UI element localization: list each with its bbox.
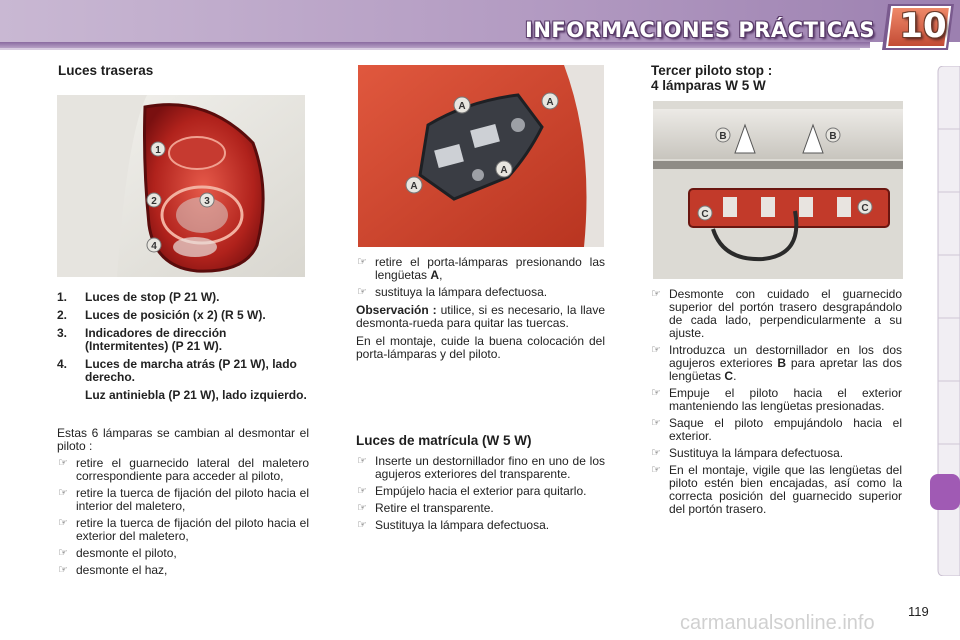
- list-item: ☞ Retire el transparente.: [357, 501, 494, 515]
- list-item: ☞ retire la tuerca de fijación del piloto hacia el exterior del maletero,: [58, 516, 309, 543]
- bullet-icon: ☞: [357, 485, 367, 497]
- callout-a: A: [500, 165, 508, 176]
- list-item: ☞ retire la tuerca de fijación del piloto hacia el interior del maletero,: [58, 486, 309, 513]
- bullet-icon: ☞: [651, 447, 661, 459]
- bullet-icon: ☞: [651, 417, 661, 429]
- callout-a-4-marker: [496, 161, 512, 177]
- callout-1-marker: [151, 142, 165, 156]
- third-stop-photo: [653, 101, 903, 279]
- intro-text: Estas 6 lámparas se cambian al desmontar el piloto :: [57, 426, 309, 453]
- chapter-number: 10: [899, 6, 947, 46]
- list-item: ☞ Empuje el piloto hacia el exterior manteniendo las lengüetas presionadas.: [651, 386, 902, 413]
- callout-c-2-marker: [858, 200, 872, 214]
- list-item: ☞ retire el porta-lámparas presionando las lengüetas A,: [357, 255, 605, 282]
- callout-a: A: [410, 181, 418, 192]
- third-stop-illustration: [653, 101, 903, 279]
- side-tabs: [930, 66, 960, 576]
- callout-b-1-marker: [716, 128, 730, 142]
- bullet-icon: ☞: [357, 455, 367, 467]
- lamp-holder-steps: [356, 256, 605, 361]
- list-item: 1. Luces de stop (P 21 W).: [57, 290, 220, 304]
- callout-a: A: [546, 97, 554, 108]
- list-item: ☞ retire el guarnecido lateral del maletero correspondiente para acceder al piloto,: [58, 456, 309, 483]
- plate-lights-steps: [356, 455, 605, 536]
- bullet-icon: ☞: [58, 457, 68, 469]
- callout-1: 1: [155, 145, 161, 156]
- list-item: ☞ Inserte un destornillador fino en uno de los agujeros exteriores del transparente.: [357, 454, 605, 481]
- watermark: carmanualsonline.info: [680, 612, 875, 634]
- callout-c: C: [861, 203, 869, 214]
- list-item: ☞ Desmonte con cuidado el guarnecido superior del portón trasero desgrapándolo de cada lado, perpendicularmente a su ajuste.: [651, 287, 902, 340]
- bullet-icon: ☞: [58, 547, 68, 559]
- callout-c: C: [701, 209, 709, 220]
- callout-2-marker: [147, 193, 161, 207]
- bullet-icon: ☞: [357, 256, 367, 268]
- callout-2: 2: [151, 196, 157, 207]
- list-item: ☞ Sustituya la lámpara defectuosa.: [357, 518, 550, 532]
- callout-b: B: [829, 131, 837, 142]
- callout-b: B: [719, 131, 727, 142]
- lamp-holder-photo: [358, 65, 604, 247]
- list-item: ☞ Saque el piloto empujándolo hacia el exterior.: [651, 416, 902, 443]
- rear-light-photo: [57, 95, 305, 277]
- callout-a: A: [458, 101, 466, 112]
- callout-a-2-marker: [542, 93, 558, 109]
- bullet-icon: ☞: [58, 564, 68, 576]
- callout-c-1-marker: [698, 206, 712, 220]
- bullet-icon: ☞: [651, 344, 661, 356]
- rear-lights-list: [57, 291, 309, 407]
- list-item: ☞ Empújelo hacia el exterior para quitarlo.: [357, 484, 587, 498]
- bullet-icon: ☞: [58, 517, 68, 529]
- lamp-holder-illustration: [358, 65, 604, 247]
- bullet-icon: ☞: [651, 387, 661, 399]
- bullet-icon: ☞: [651, 288, 661, 300]
- list-item: ☞ sustituya la lámpara defectuosa.: [357, 285, 548, 299]
- side-tab-strip: [930, 66, 960, 576]
- list-item: 4. Luces de marcha atrás (P 21 W), lado derecho. Luz antiniebla (P 21 W), lado izquierdo.: [57, 357, 307, 402]
- page-number: 119: [908, 604, 929, 619]
- callout-4: 4: [151, 241, 157, 252]
- bullet-icon: ☞: [651, 464, 661, 476]
- callout-3: 3: [204, 196, 210, 207]
- bullet-icon: ☞: [58, 487, 68, 499]
- list-item: ☞ En el montaje, vigile que las lengüetas del piloto estén bien encajadas, así como la correcta posición del guarnecido superior del portón trasero.: [651, 463, 902, 516]
- list-item: 2. Luces de posición (x 2) (R 5 W).: [57, 308, 266, 322]
- callout-3-marker: [200, 193, 214, 207]
- bullet-icon: ☞: [357, 286, 367, 298]
- rear-light-illustration: [57, 95, 305, 277]
- list-item: ☞ desmonte el piloto,: [58, 546, 177, 560]
- assembly-text: En el montaje, cuide la buena colocación del porta-lámparas y del piloto.: [356, 334, 605, 361]
- callout-a-1-marker: [454, 97, 470, 113]
- bullet-icon: ☞: [357, 502, 367, 514]
- page-title: INFORMACIONES PRÁCTICAS: [525, 18, 875, 42]
- callout-a-3-marker: [406, 177, 422, 193]
- list-item: ☞ Sustituya la lámpara defectuosa.: [651, 446, 844, 460]
- third-stop-steps: [650, 288, 902, 520]
- page-header: [0, 0, 960, 56]
- callout-b-2-marker: [826, 128, 840, 142]
- bullet-icon: ☞: [357, 519, 367, 531]
- section-title-third-stop: Tercer piloto stop : 4 lámparas W 5 W: [651, 63, 773, 93]
- section-title-plate-lights: Luces de matrícula (W 5 W): [356, 433, 532, 448]
- note-text: Observación : utilice, si es necesario, la llave desmonta-rueda para quitar las tuercas.: [356, 303, 605, 330]
- list-item: ☞ desmonte el haz,: [58, 563, 168, 577]
- list-item: ☞ Introduzca un destornillador en los dos agujeros exteriores B para apretar las dos lengüetas C.: [651, 343, 903, 383]
- callout-4-marker: [147, 238, 161, 252]
- list-item: 3. Indicadores de dirección (Intermitentes) (P 21 W).: [57, 326, 227, 353]
- section-title-rear-lights: Luces traseras: [58, 63, 154, 78]
- rear-lights-procedure: [57, 427, 309, 581]
